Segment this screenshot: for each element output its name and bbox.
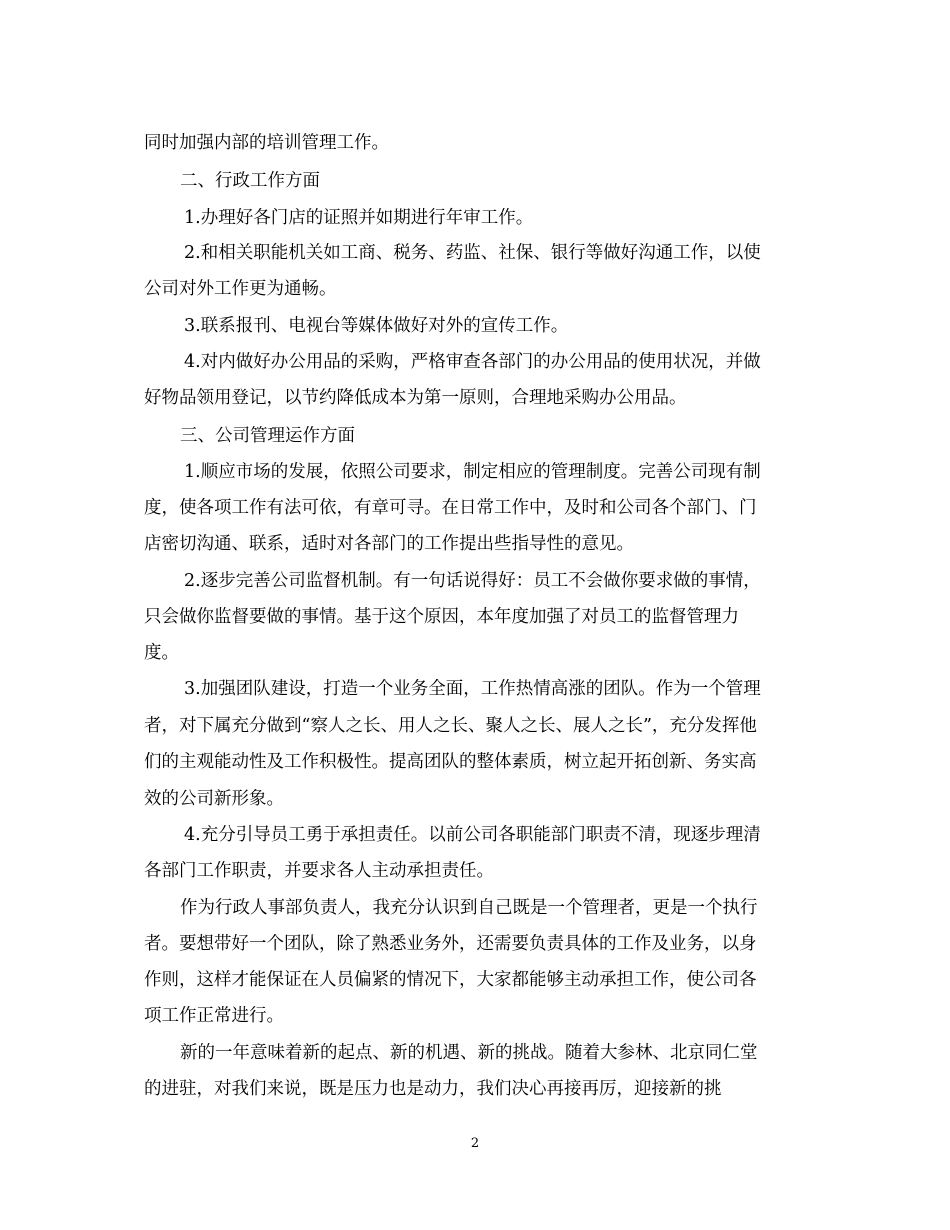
body-line: 度。: [144, 643, 179, 663]
body-line: 好物品领用登记，以节约降低成本为第一原则，合理地采购办公用品。: [144, 388, 687, 408]
body-line: 们的主观能动性及工作积极性。提高团队的整体素质，树立起开拓创新、务实高: [144, 752, 757, 772]
body-line: 者。要想带好一个团队，除了熟悉业务外，还需要负责具体的工作及业务，以身: [144, 934, 757, 954]
body-line: 2.逐步完善公司监督机制。有一句话说得好：员工不会做你要求做的事情，: [184, 571, 761, 591]
body-line: 各部门工作职责，并要求各人主动承担责任。: [144, 861, 494, 881]
body-line: 店密切沟通、联系，适时对各部门的工作提出些指导性的意见。: [144, 534, 634, 554]
page-number: 2: [470, 1136, 480, 1151]
body-line: 1.顺应市场的发展，依照公司要求，制定相应的管理制度。完善公司现有制: [184, 462, 761, 482]
body-line: 项工作正常进行。: [144, 1006, 284, 1026]
body-line: 新的一年意味着新的起点、新的机遇、新的挑战。随着大参林、北京同仁堂: [180, 1043, 758, 1063]
body-line: 3.联系报刊、电视台等媒体做好对外的宣传工作。: [184, 316, 569, 336]
body-line: 只会做你监督要做的事情。基于这个原因，本年度加强了对员工的监督管理力: [144, 607, 739, 627]
body-line: 4.对内做好办公用品的采购，严格审查各部门的办公用品的使用状况，并做: [184, 352, 761, 372]
body-line: 作则，这样才能保证在人员偏紧的情况下，大家都能够主动承担工作，使公司各: [144, 970, 757, 990]
section-heading: 二、行政工作方面: [180, 171, 320, 191]
body-line: 效的公司新形象。: [144, 789, 284, 809]
body-line: 公司对外工作更为通畅。: [144, 279, 337, 299]
body-line: 的进驻，对我们来说，既是压力也是动力，我们决心再接再厉，迎接新的挑: [144, 1079, 722, 1099]
section-heading: 三、公司管理运作方面: [180, 426, 355, 446]
body-line: 4.充分引导员工勇于承担责任。以前公司各职能部门职责不清，现逐步理清: [184, 825, 761, 845]
body-line: 1.办理好各门店的证照并如期进行年审工作。: [184, 208, 534, 228]
body-line: 度，使各项工作有法可依，有章可寻。在日常工作中，及时和公司各个部门、门: [144, 498, 757, 518]
body-line: 2.和相关职能机关如工商、税务、药监、社保、银行等做好沟通工作，以使: [184, 243, 761, 263]
body-line: 3.加强团队建设，打造一个业务全面，工作热情高涨的团队。作为一个管理: [184, 679, 761, 699]
body-line: 作为行政人事部负责人，我充分认识到自己既是一个管理者，更是一个执行: [180, 898, 758, 918]
body-line: 同时加强内部的培训管理工作。: [144, 133, 389, 153]
body-line: 者，对下属充分做到“察人之长、用人之长、聚人之长、展人之长”，充分发挥他: [144, 716, 757, 736]
